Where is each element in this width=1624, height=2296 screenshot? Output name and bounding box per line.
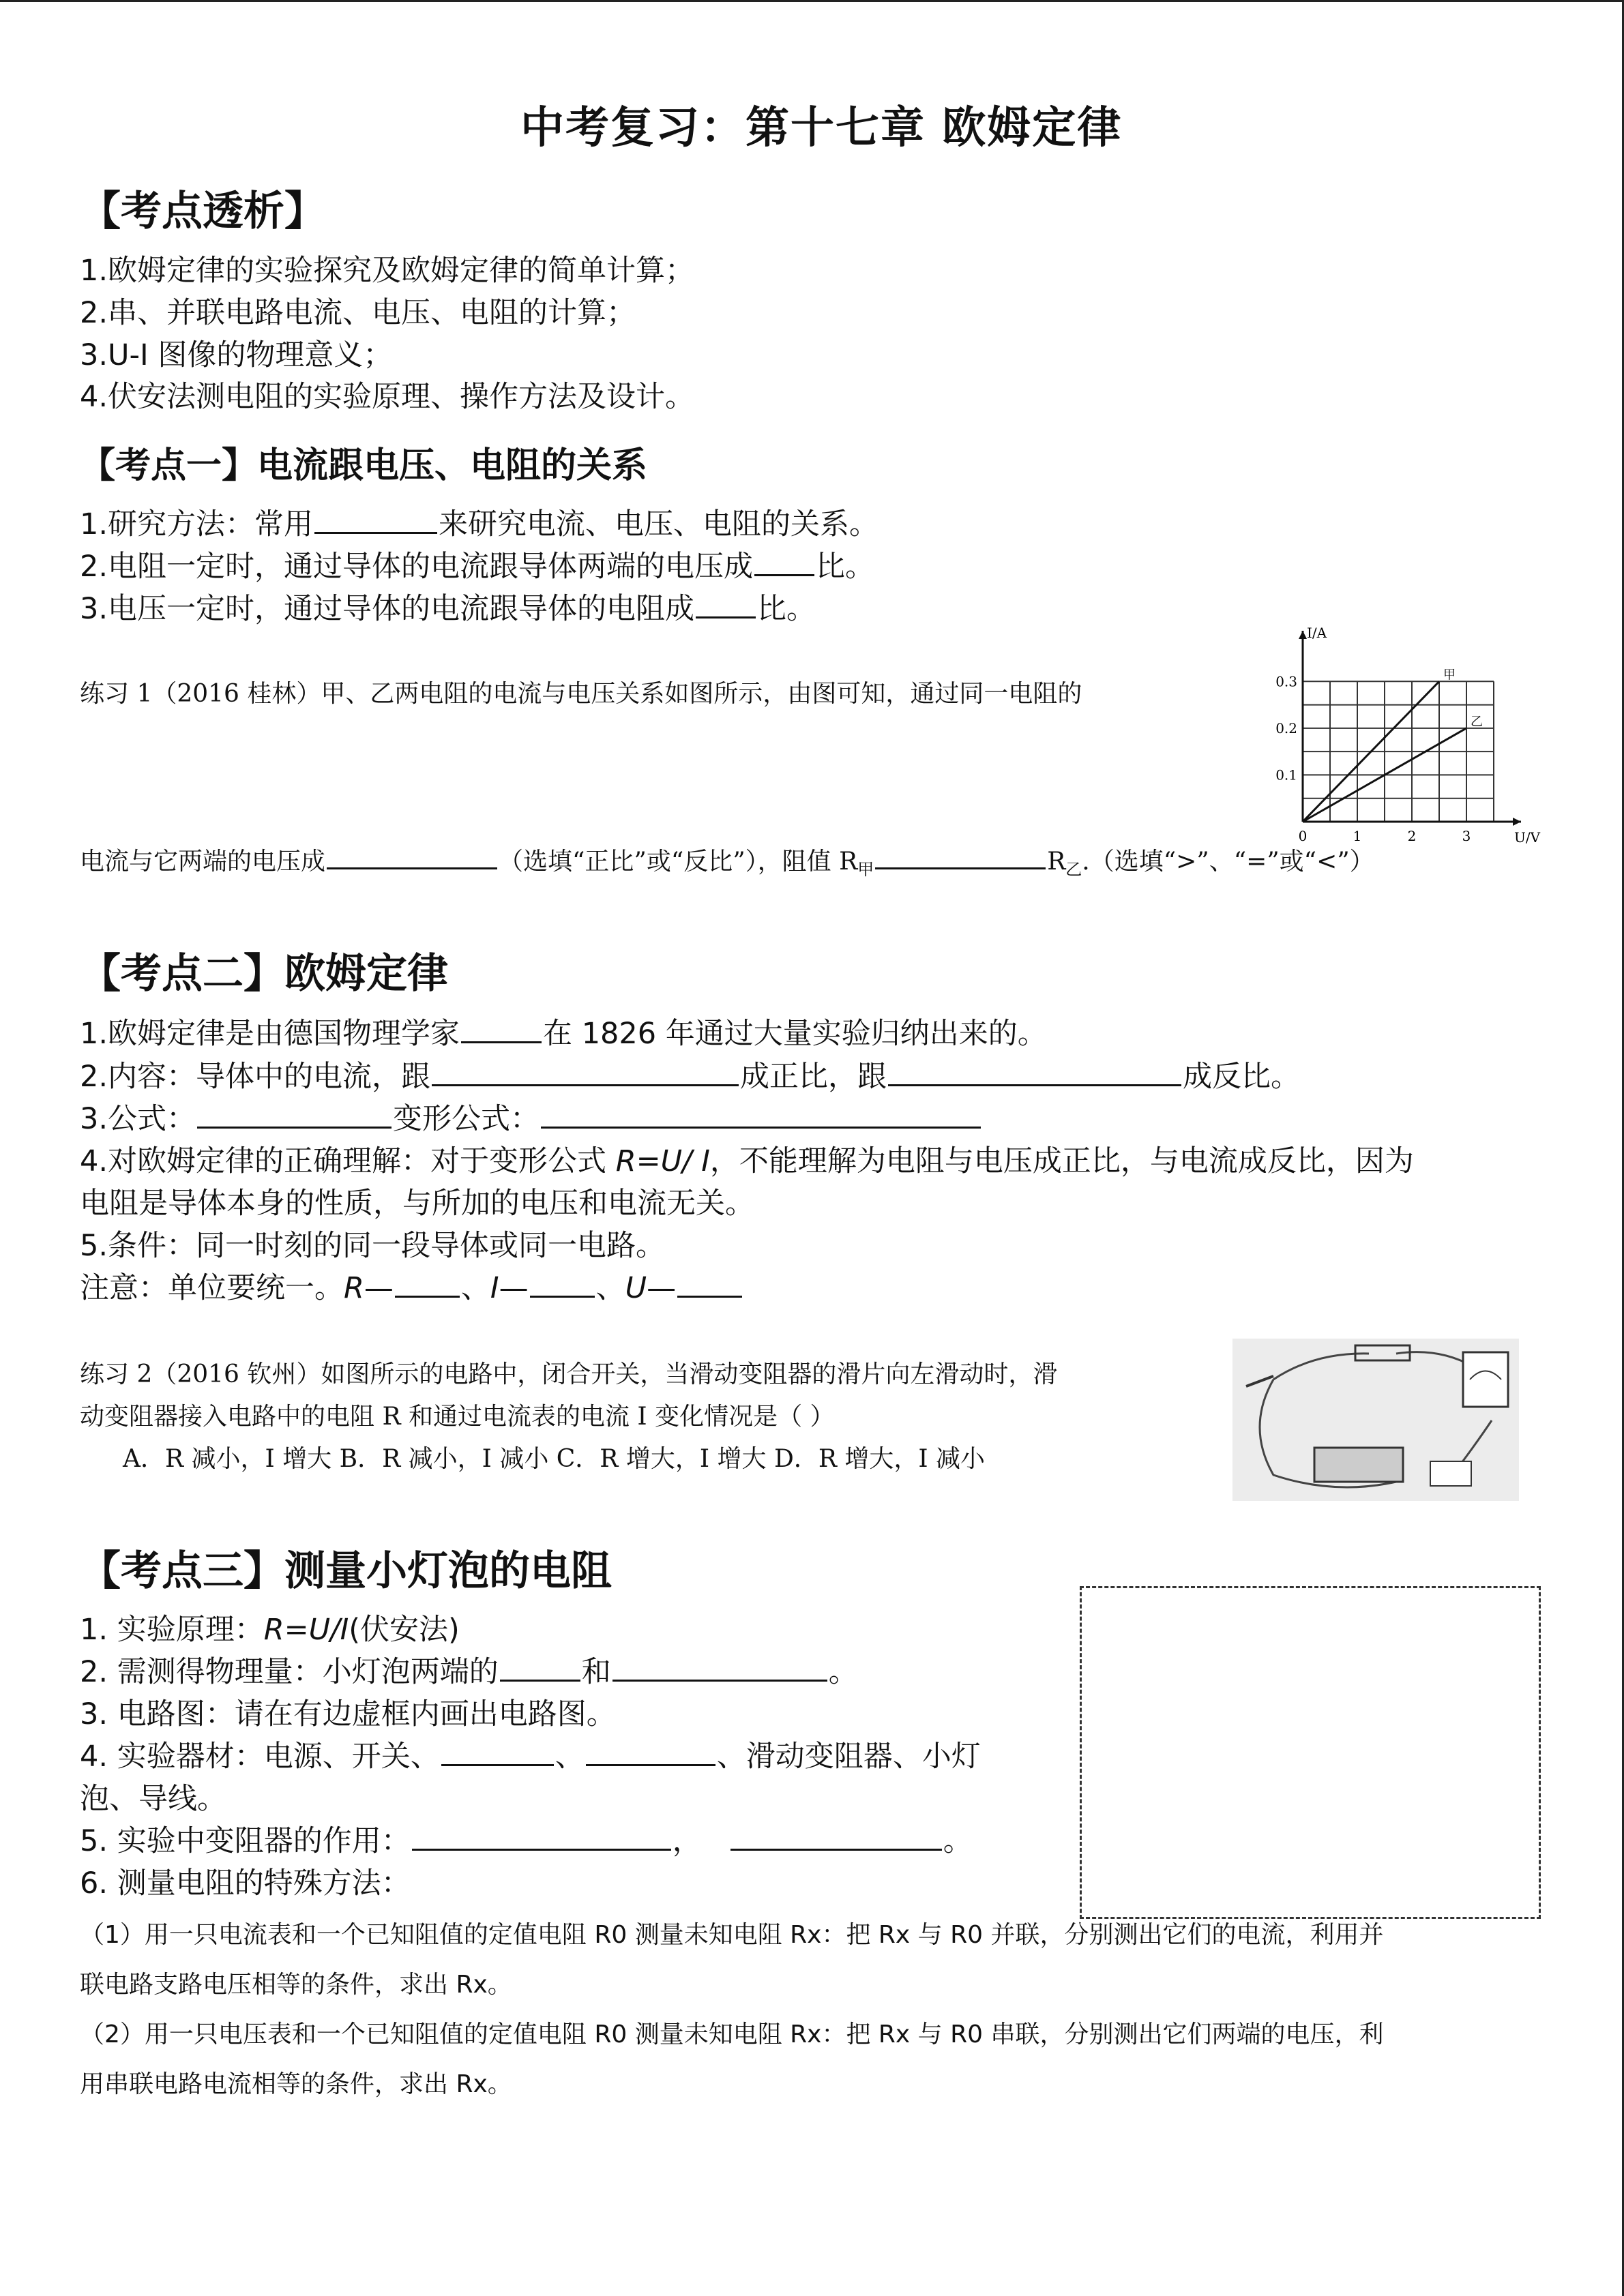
section3-item: 3. 电路图：请在有边虚框内画出电路图。 — [80, 1697, 616, 1731]
text: 2. 需测得物理量：小灯泡两端的 — [80, 1655, 499, 1689]
answer-blank[interactable] — [500, 1652, 580, 1682]
subscript: 乙 — [1065, 860, 1082, 879]
text: （选填“正比”或“反比”），阻值 R — [499, 848, 858, 876]
section3-item — [80, 1820, 973, 1862]
text: 成反比。 — [1183, 1060, 1301, 1094]
answer-blank[interactable] — [395, 1268, 460, 1298]
text: (伏安法) — [349, 1613, 460, 1647]
method2-line1: （2）用一只电压表和一个已知阻值的定值电阻 R0 测量未知电阻 Rx：把 Rx 与 R0 串联，分别测出它们两端的电压，利 — [80, 2021, 1384, 2048]
answer-blank[interactable] — [530, 1268, 595, 1298]
section1-heading: 【考点一】电流跟电压、电阻的关系 — [80, 445, 648, 486]
text: 1.研究方法：常用 — [80, 507, 314, 541]
exercise2-line2: 动变阻器接入电路中的电阻 R 和通过电流表的电流 I 变化情况是（ ） — [80, 1403, 835, 1431]
text: 、 — [555, 1740, 585, 1774]
circuit-illustration — [1232, 1339, 1519, 1501]
x-axis-label: U/V — [1514, 829, 1541, 846]
answer-blank[interactable] — [541, 1099, 981, 1129]
text: 1. 实验原理： — [80, 1613, 264, 1647]
text: 、 — [460, 1271, 490, 1305]
section2-item — [80, 1140, 1414, 1182]
answer-blank[interactable] — [432, 1057, 739, 1086]
text: 比。 — [757, 592, 816, 626]
exercise1-line1: 练习 1（2016 桂林）甲、乙两电阻的电流与电压关系如图所示，由图可知，通过同一电阻的 — [80, 680, 1082, 708]
text: 2.内容：导体中的电流，跟 — [80, 1060, 431, 1094]
answer-blank[interactable] — [441, 1737, 554, 1766]
circuit-photo — [1232, 1339, 1519, 1501]
text: 注意：单位要统一。 — [80, 1271, 344, 1305]
symbol: I — [490, 1271, 499, 1305]
method1-line2: 联电路支路电压相等的条件，求出 Rx。 — [80, 1971, 512, 1999]
section2-item — [80, 1098, 982, 1140]
x-tick-label: 1 — [1353, 828, 1362, 844]
circuit-drawing-box[interactable] — [1080, 1586, 1541, 1919]
answer-blank[interactable] — [677, 1268, 742, 1298]
text: — — [499, 1271, 529, 1305]
text: 比。 — [816, 550, 875, 584]
iu-chart — [1248, 625, 1541, 849]
answer-blank[interactable] — [586, 1737, 715, 1766]
section2-item: 5.条件：同一时刻的同一段导体或同一电路。 — [80, 1229, 666, 1263]
text: — — [647, 1271, 677, 1305]
answer-blank[interactable] — [888, 1057, 1181, 1086]
section3-item: 6. 测量电阻的特殊方法： — [80, 1866, 411, 1900]
formula: R=U/ I — [615, 1144, 710, 1178]
text: R — [1047, 848, 1066, 876]
section2-note — [80, 1267, 743, 1309]
x-axis-arrow — [1513, 818, 1521, 826]
y-tick-label: 0.3 — [1275, 673, 1297, 690]
method1-line1: （1）用一只电流表和一个已知阻值的定值电阻 R0 测量未知电阻 Rx：把 Rx 与 R0 并联，分别测出它们的电流，利用并 — [80, 1921, 1384, 1949]
text: 。 — [828, 1655, 858, 1689]
exercise1-line2 — [80, 840, 1374, 891]
text: 、 — [595, 1271, 625, 1305]
x-tick-label: 0 — [1298, 828, 1308, 844]
subscript: 甲 — [857, 860, 874, 879]
section1-item — [80, 588, 816, 630]
answer-blank[interactable] — [612, 1652, 827, 1682]
exercise2-options: A．R 减小，I 增大 B．R 减小，I 减小 C．R 增大，I 增大 D．R 增大，I 减小 — [123, 1445, 986, 1473]
y-tick-label: 0.2 — [1275, 719, 1297, 736]
y-axis-label: I/A — [1307, 625, 1327, 641]
symbol: U — [625, 1271, 647, 1305]
text: ，不能理解为电阻与电压成正比，与电流成反比，因为 — [709, 1144, 1414, 1178]
text: 4. 实验器材：电源、开关、 — [80, 1740, 440, 1774]
answer-blank[interactable] — [327, 840, 497, 869]
symbol: R — [344, 1271, 364, 1305]
text: 、滑动变阻器、小灯 — [716, 1740, 981, 1774]
answer-blank[interactable] — [730, 1821, 942, 1851]
y-tick-label: 0.1 — [1275, 766, 1297, 784]
exercise2-line1: 练习 2（2016 钦州）如图所示的电路中，闭合开关，当滑动变阻器的滑片向左滑动时，滑 — [80, 1360, 1058, 1388]
x-tick-label: 3 — [1462, 828, 1471, 844]
answer-blank[interactable] — [412, 1821, 671, 1851]
section3-item: 泡、导线。 — [80, 1782, 226, 1816]
section2-item — [80, 1056, 1300, 1098]
answer-blank[interactable] — [875, 840, 1046, 869]
text: 3.电压一定时，通过导体的电流跟导体的电阻成 — [80, 592, 695, 626]
text: 3.公式： — [80, 1102, 196, 1136]
answer-blank[interactable] — [696, 589, 756, 618]
overview-item: 3.U-I 图像的物理意义； — [80, 338, 393, 372]
page-border-top — [0, 0, 1624, 2]
text: 4.对欧姆定律的正确理解：对于变形公式 — [80, 1144, 616, 1178]
answer-blank[interactable] — [461, 1014, 542, 1043]
formula: R=U/I — [263, 1613, 349, 1647]
section2-heading: 【考点二】欧姆定律 — [80, 950, 448, 998]
section3-heading: 【考点三】测量小灯泡的电阻 — [80, 1547, 612, 1595]
section1-item — [80, 503, 879, 546]
section3-item — [80, 1609, 460, 1651]
answer-blank[interactable] — [314, 505, 437, 534]
section2-item — [80, 1013, 1047, 1055]
series-label: 乙 — [1471, 714, 1483, 729]
text: 电流与它两端的电压成 — [80, 848, 326, 876]
overview-heading: 【考点透析】 — [80, 188, 325, 235]
text: 和 — [581, 1655, 611, 1689]
x-tick-label: 2 — [1407, 828, 1417, 844]
text: .（选填“>”、“=”或“<”） — [1082, 848, 1374, 876]
text: 1.欧姆定律是由德国物理学家 — [80, 1017, 460, 1051]
overview-item: 4.伏安法测电阻的实验原理、操作方法及设计。 — [80, 380, 695, 414]
text: — — [364, 1271, 394, 1305]
text: 来研究电流、电压、电阻的关系。 — [439, 507, 879, 541]
text: 在 1826 年通过大量实验归纳出来的。 — [543, 1017, 1047, 1051]
page-title: 中考复习：第十七章 欧姆定律 — [520, 103, 1123, 153]
section3-item — [80, 1651, 858, 1693]
answer-blank[interactable] — [754, 547, 814, 576]
method2-line2: 用串联电路电流相等的条件，求出 Rx。 — [80, 2070, 512, 2098]
text: 变形公式： — [393, 1102, 540, 1136]
section3-item — [80, 1735, 981, 1778]
text: 2.电阻一定时，通过导体的电流跟导体两端的电压成 — [80, 550, 754, 584]
section2-item: 电阻是导体本身的性质，与所加的电压和电流无关。 — [80, 1187, 754, 1221]
text: ， — [672, 1824, 702, 1858]
overview-item: 1.欧姆定律的实验探究及欧姆定律的简单计算； — [80, 254, 695, 288]
text: 5. 实验中变阻器的作用： — [80, 1824, 411, 1858]
section1-item — [80, 546, 874, 588]
overview-item: 2.串、并联电路电流、电压、电阻的计算； — [80, 296, 636, 330]
text: 。 — [943, 1824, 973, 1858]
series-label: 甲 — [1443, 668, 1456, 683]
text: 成正比，跟 — [740, 1060, 887, 1094]
y-axis-arrow — [1299, 631, 1307, 639]
answer-blank[interactable] — [197, 1099, 392, 1129]
